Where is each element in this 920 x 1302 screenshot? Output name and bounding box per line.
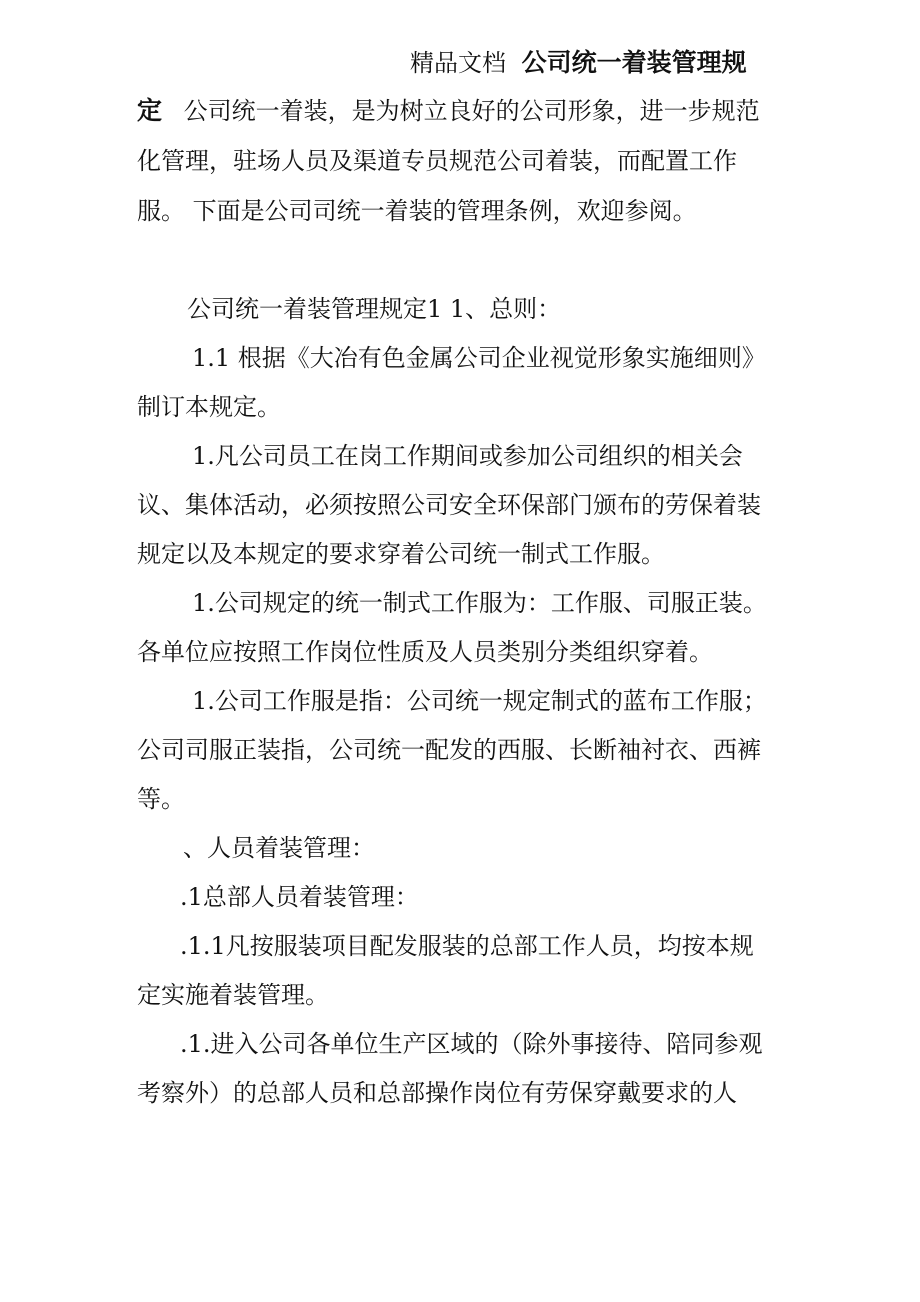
section-heading: 公司统一着装管理规定1 1、总则： (187, 295, 562, 323)
section-heading: 、人员着装管理： (183, 834, 375, 862)
subsection-heading: .1总部人员着装管理： (180, 883, 419, 911)
paragraph-line: 等。 (137, 785, 185, 813)
paragraph-line: .1.进入公司各单位生产区域的（除外事接待、陪同参观 (180, 1030, 763, 1058)
intro-line-1 (137, 96, 760, 126)
paragraph-line: 制订本规定。 (137, 393, 281, 421)
paragraph-line: 考察外）的总部人员和总部操作岗位有劳保穿戴要求的人 (137, 1079, 737, 1107)
intro-line-3: 服。 下面是公司司统一着装的管理条例，欢迎参阅。 (137, 197, 697, 225)
paragraph-line: 定实施着装管理。 (137, 981, 329, 1009)
intro-line-2: 化管理，驻场人员及渠道专员规范公司着装，而配置工作 (137, 147, 737, 175)
paragraph-line: 公司司服正装指，公司统一配发的西服、长断袖衬衣、西裤 (137, 736, 761, 764)
paragraph-line: .1.1凡按服装项目配发服装的总部工作人员，均按本规 (180, 932, 754, 960)
paragraph-line: 各单位应按照工作岗位性质及人员类别分类组织穿着。 (137, 638, 713, 666)
document-title-end: 定 (137, 96, 163, 125)
paragraph-line: 1.公司规定的统一制式工作服为：工作服、司服正装。 (192, 589, 767, 617)
paragraph-line: 1.1 根据《大冶有色金属公司企业视觉形象实施细则》 (192, 344, 766, 372)
document-title: 公司统一着装管理规 (521, 48, 747, 77)
paragraph-line: 规定以及本规定的要求穿着公司统一制式工作服。 (137, 540, 665, 568)
paragraph-line: 1.公司工作服是指：公司统一规定制式的蓝布工作服； (192, 687, 767, 715)
intro-text: 公司统一着装，是为树立良好的公司形象，进一步规范 (183, 97, 760, 125)
header-tag: 精品文档 (410, 49, 506, 77)
header-line (410, 48, 747, 78)
paragraph-line: 1.凡公司员工在岗工作期间或参加公司组织的相关会 (192, 442, 743, 470)
paragraph-line: 议、集体活动，必须按照公司安全环保部门颁布的劳保着装 (137, 491, 761, 519)
